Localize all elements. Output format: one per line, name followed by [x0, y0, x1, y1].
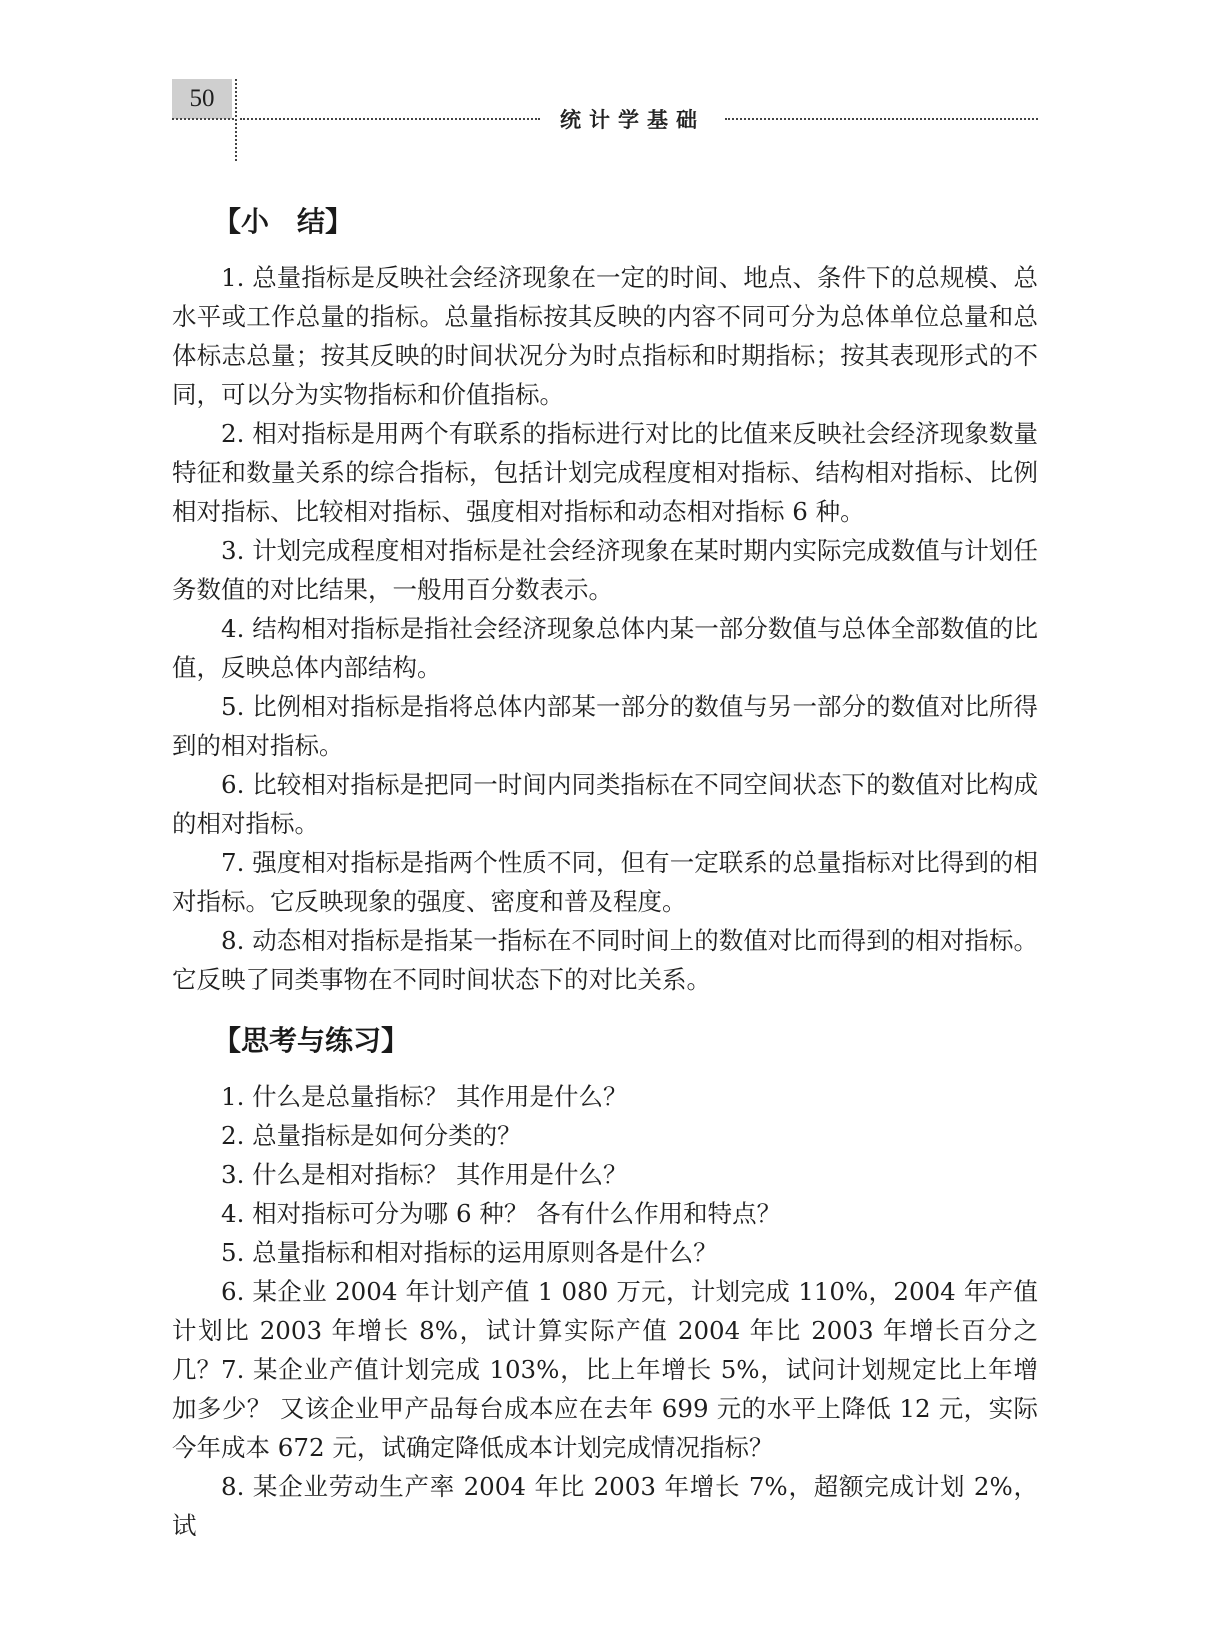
exercise-question: 6. 某企业 2004 年计划产值 1 080 万元，计划完成 110%，2004 年产值计划比 2003 年增长 8%，试计算实际产值 2004 年比 2003 年增长百分之几？: [172, 1277, 1038, 1384]
exercise-question: 4. 相对指标可分为哪 6 种？ 各有什么作用和特点？: [221, 1199, 782, 1228]
summary-paragraph: 6. 比较相对指标是把同一时间内同类指标在不同空间状态下的数值对比构成的相对指标。: [172, 770, 1038, 838]
summary-heading: 【小 结】: [213, 205, 354, 238]
exercises-heading: 【思考与练习】: [213, 1024, 410, 1057]
book-title: 统计学基础: [560, 108, 705, 132]
exercise-question: 5. 总量指标和相对指标的运用原则各是什么？: [221, 1238, 718, 1267]
exercise-question: 8. 某企业劳动生产率 2004 年比 2003 年增长 7%，超额完成计划 2%，试: [172, 1472, 1038, 1540]
header-rule-right: [725, 118, 1038, 120]
header-divider: [172, 118, 234, 120]
header-rule-left: [240, 118, 540, 120]
exercise-question: 3. 什么是相对指标？ 其作用是什么？: [221, 1160, 628, 1189]
summary-paragraph: 5. 比例相对指标是指将总体内部某一部分的数值与另一部分的数值对比所得到的相对指标。: [172, 692, 1038, 760]
summary-paragraph: 7. 强度相对指标是指两个性质不同，但有一定联系的总量指标对比得到的相对指标。它反映现象的强度、密度和普及程度。: [172, 848, 1038, 916]
page-number-box: [172, 79, 232, 119]
exercise-question: 1. 什么是总量指标？ 其作用是什么？: [221, 1082, 628, 1111]
page-number: 50: [189, 85, 215, 112]
exercise-question: 7. 某企业产值计划完成 103%，比上年增长 5%，试问计划规定比上年增加多少？ 又该企业甲产品每台成本应在去年 699 元的水平上降低 12 元，实际今年成本 672 元，试确定降低成本计划完成情况指标？: [172, 1355, 1038, 1462]
exercise-question: 2. 总量指标是如何分类的？: [221, 1121, 522, 1150]
summary-paragraph: 1. 总量指标是反映社会经济现象在一定的时间、地点、条件下的总规模、总水平或工作总量的指标。总量指标按其反映的内容不同可分为总体单位总量和总体标志总量；按其反映的时间状况分为时点指标和时期指标；按其表现形式的不同，可以分为实物指标和价值指标。: [172, 263, 1038, 409]
summary-paragraph: 3. 计划完成程度相对指标是社会经济现象在某时期内实际完成数值与计划任务数值的对比结果，一般用百分数表示。: [172, 536, 1038, 604]
summary-paragraph: 2. 相对指标是用两个有联系的指标进行对比的比值来反映社会经济现象数量特征和数量关系的综合指标，包括计划完成程度相对指标、结构相对指标、比例相对指标、比较相对指标、强度相对指标和动态相对指标 6 种。: [172, 419, 1038, 526]
summary-paragraph: 8. 动态相对指标是指某一指标在不同时间上的数值对比而得到的相对指标。它反映了同类事物在不同时间状态下的对比关系。: [172, 926, 1038, 994]
summary-paragraph: 4. 结构相对指标是指社会经济现象总体内某一部分数值与总体全部数值的比值，反映总体内部结构。: [172, 614, 1038, 682]
header-vertical-divider: [235, 79, 237, 161]
